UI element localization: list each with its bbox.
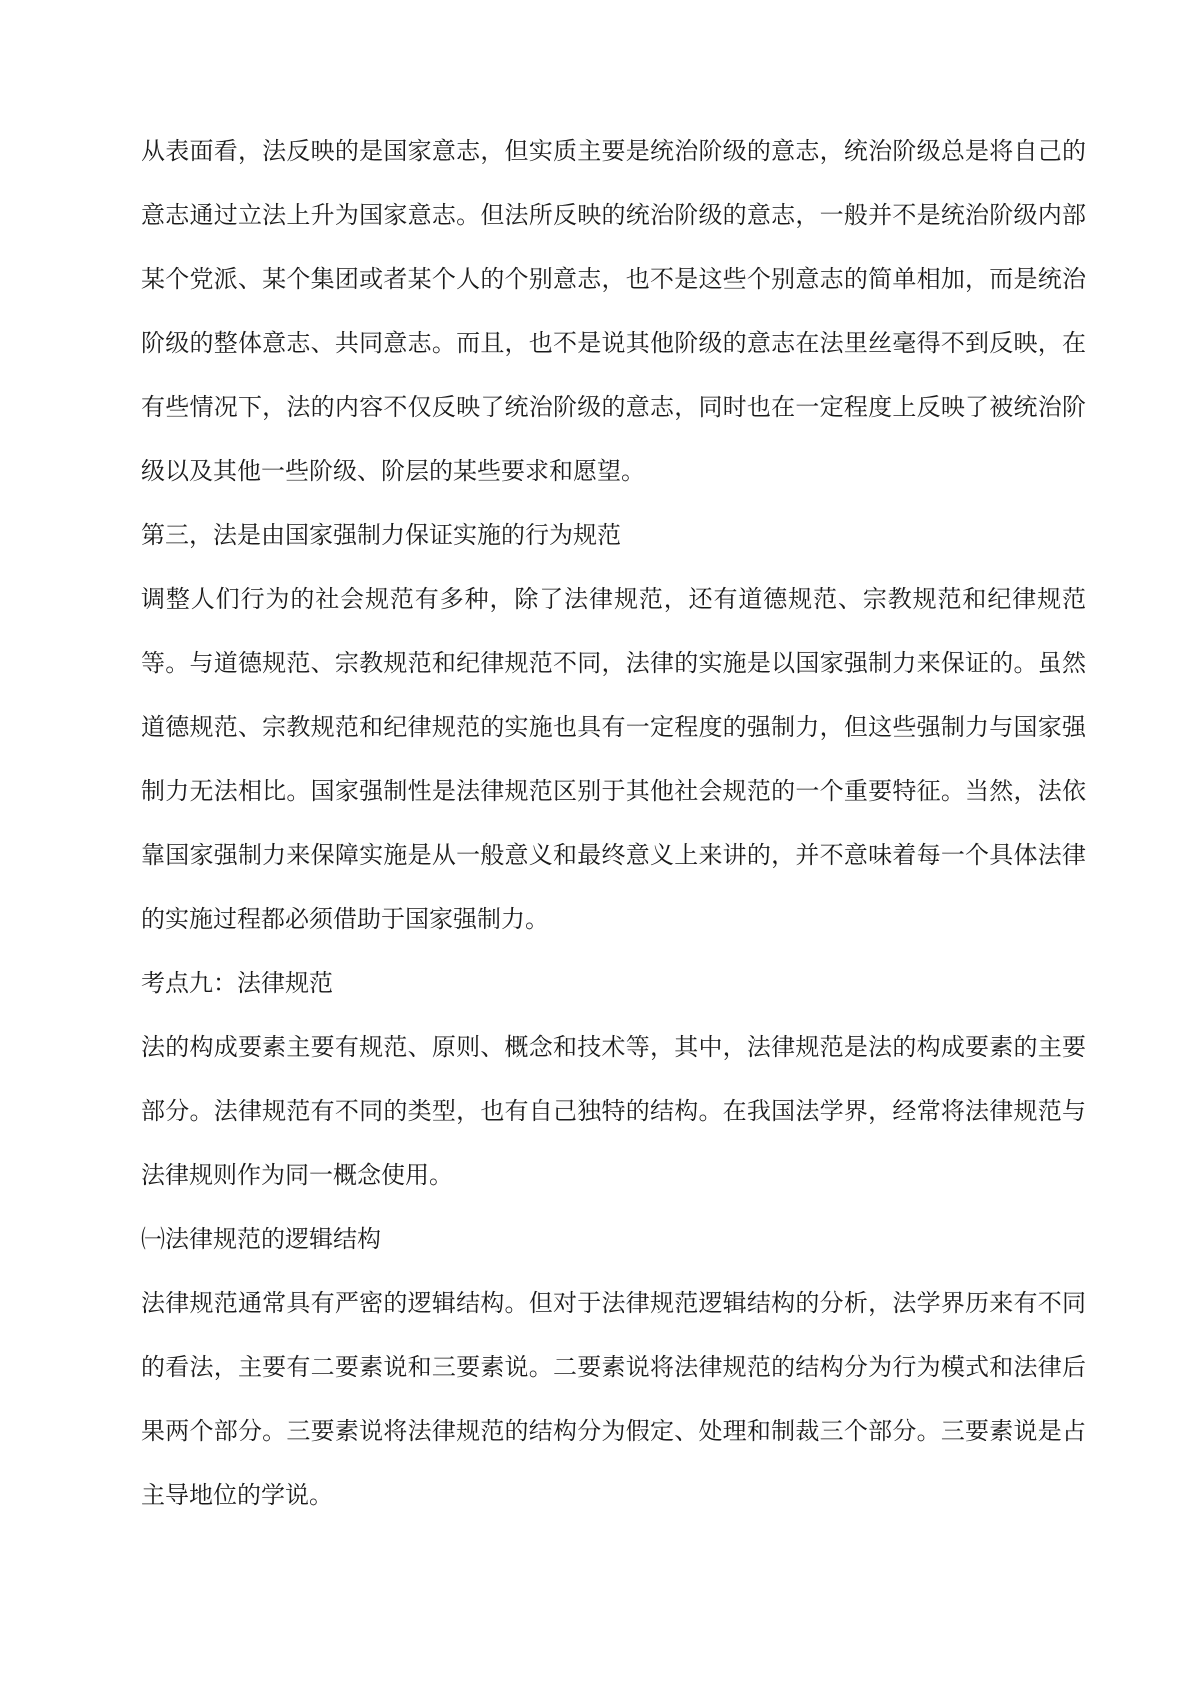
section-heading: 考点九：法律规范 (141, 969, 333, 997)
document-page (141, 119, 1086, 1527)
section-heading: ㈠法律规范的逻辑结构 (141, 1225, 381, 1253)
body-paragraph: 法律规范通常具有严密的逻辑结构。但对于法律规范逻辑结构的分析，法学界历来有不同的看法，主要有二要素说和三要素说。二要素说将法律规范的结构分为行为模式和法律后果两个部分。三要素说将法律规范的结构分为假定、处理和制裁三个部分。三要素说是占主导地位的学说。 (141, 1289, 1086, 1509)
body-paragraph: 调整人们行为的社会规范有多种，除了法律规范，还有道德规范、宗教规范和纪律规范等。与道德规范、宗教规范和纪律规范不同，法律的实施是以国家强制力来保证的。虽然道德规范、宗教规范和纪律规范的实施也具有一定程度的强制力，但这些强制力与国家强制力无法相比。国家强制性是法律规范区别于其他社会规范的一个重要特征。当然，法依靠国家强制力来保障实施是从一般意义和最终意义上来讲的，并不意味着每一个具体法律的实施过程都必须借助于国家强制力。 (141, 585, 1086, 933)
body-paragraph: 从表面看，法反映的是国家意志，但实质主要是统治阶级的意志，统治阶级总是将自己的意志通过立法上升为国家意志。但法所反映的统治阶级的意志，一般并不是统治阶级内部某个党派、某个集团或者某个人的个别意志，也不是这些个别意志的简单相加，而是统治阶级的整体意志、共同意志。而且，也不是说其他阶级的意志在法里丝毫得不到反映，在有些情况下，法的内容不仅反映了统治阶级的意志，同时也在一定程度上反映了被统治阶级以及其他一些阶级、阶层的某些要求和愿望。 (141, 137, 1086, 485)
body-paragraph: 法的构成要素主要有规范、原则、概念和技术等，其中，法律规范是法的构成要素的主要部分。法律规范有不同的类型，也有自己独特的结构。在我国法学界，经常将法律规范与法律规则作为同一概念使用。 (141, 1033, 1086, 1189)
section-heading: 第三，法是由国家强制力保证实施的行为规范 (141, 521, 621, 549)
